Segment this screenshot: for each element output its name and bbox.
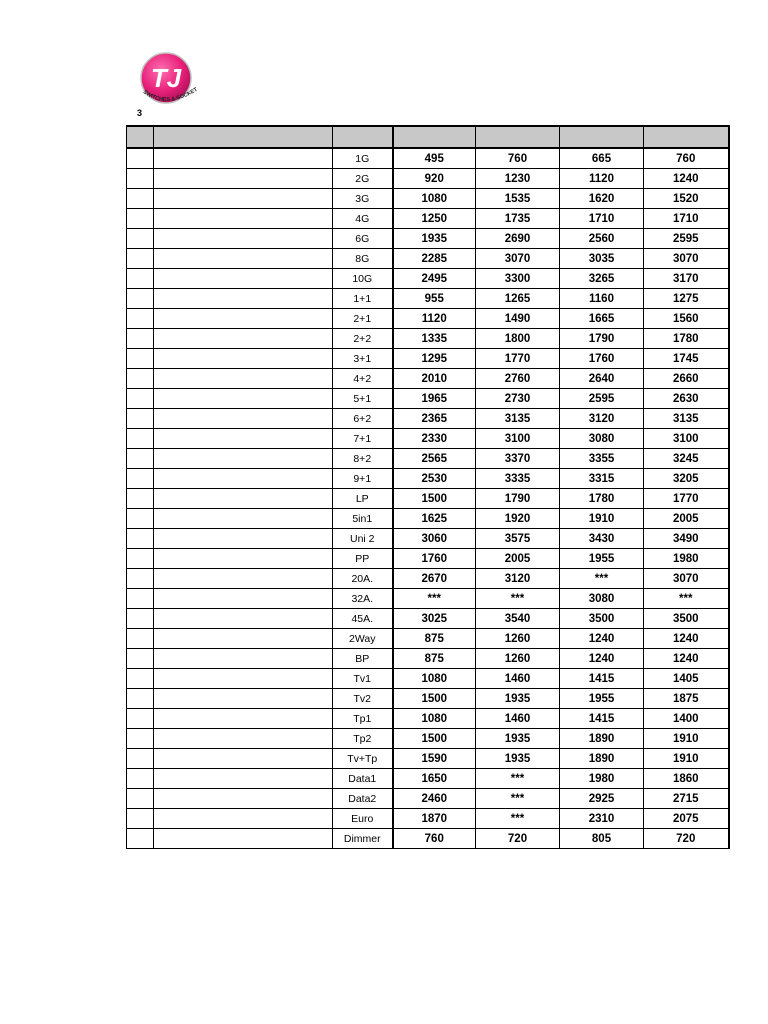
price-cell: 3245 <box>644 449 729 469</box>
row-index-cell <box>127 649 154 669</box>
row-index-cell <box>127 349 154 369</box>
price-cell: 1790 <box>560 329 644 349</box>
row-index-cell <box>127 729 154 749</box>
table-row <box>127 289 729 309</box>
size-cell: 1+1 <box>333 289 393 309</box>
table-row <box>127 489 729 509</box>
row-index-cell <box>127 509 154 529</box>
row-index-cell <box>127 669 154 689</box>
row-index-cell <box>127 249 154 269</box>
row-index-cell <box>127 529 154 549</box>
row-description-cell <box>154 729 333 749</box>
price-cell: 2565 <box>393 449 476 469</box>
price-cell: 2560 <box>560 229 644 249</box>
price-cell: 1745 <box>644 349 729 369</box>
size-cell: BP <box>333 649 393 669</box>
price-cell: 1860 <box>644 769 729 789</box>
row-index-cell <box>127 169 154 189</box>
row-description-cell <box>154 349 333 369</box>
price-cell: 3335 <box>476 469 560 489</box>
size-cell: 2+2 <box>333 329 393 349</box>
price-cell: 720 <box>476 829 560 849</box>
price-cell: 2690 <box>476 229 560 249</box>
size-cell: Tv1 <box>333 669 393 689</box>
price-cell: 3080 <box>560 429 644 449</box>
row-index-cell <box>127 289 154 309</box>
row-description-cell <box>154 389 333 409</box>
header-cell <box>127 126 154 148</box>
size-cell: 4+2 <box>333 369 393 389</box>
table-row <box>127 209 729 229</box>
table-row <box>127 529 729 549</box>
price-cell: 1935 <box>476 729 560 749</box>
price-cell: 1760 <box>560 349 644 369</box>
price-cell: 1460 <box>476 669 560 689</box>
price-cell: 1870 <box>393 809 476 829</box>
price-cell: *** <box>476 809 560 829</box>
price-cell: 1080 <box>393 709 476 729</box>
price-cell: 2530 <box>393 469 476 489</box>
size-cell: 4G <box>333 209 393 229</box>
table-row <box>127 689 729 709</box>
size-cell: 20A. <box>333 569 393 589</box>
price-cell: 3500 <box>644 609 729 629</box>
price-cell: 3265 <box>560 269 644 289</box>
table-row <box>127 249 729 269</box>
size-cell: 8G <box>333 249 393 269</box>
price-cell: 3205 <box>644 469 729 489</box>
price-cell: 2460 <box>393 789 476 809</box>
row-description-cell <box>154 329 333 349</box>
price-cell: 1890 <box>560 729 644 749</box>
price-cell: 1920 <box>476 509 560 529</box>
price-cell: 1710 <box>560 209 644 229</box>
price-cell: 1955 <box>560 689 644 709</box>
price-cell: 3025 <box>393 609 476 629</box>
size-cell: 5in1 <box>333 509 393 529</box>
row-index-cell <box>127 789 154 809</box>
table-row <box>127 189 729 209</box>
size-cell: PP <box>333 549 393 569</box>
size-cell: 1G <box>333 148 393 169</box>
row-index-cell <box>127 148 154 169</box>
price-cell: 1910 <box>560 509 644 529</box>
size-cell: Data2 <box>333 789 393 809</box>
price-cell: 1120 <box>560 169 644 189</box>
price-cell: 1935 <box>476 749 560 769</box>
row-index-cell <box>127 209 154 229</box>
row-index-cell <box>127 369 154 389</box>
size-cell: Tp1 <box>333 709 393 729</box>
size-cell: 10G <box>333 269 393 289</box>
price-cell: 760 <box>644 148 729 169</box>
price-cell: 920 <box>393 169 476 189</box>
table-row <box>127 629 729 649</box>
row-index-cell <box>127 469 154 489</box>
price-cell: 3300 <box>476 269 560 289</box>
row-description-cell <box>154 709 333 729</box>
price-cell: 3070 <box>476 249 560 269</box>
price-cell: 2595 <box>560 389 644 409</box>
size-cell: Tv2 <box>333 689 393 709</box>
table-row <box>127 389 729 409</box>
price-cell: 875 <box>393 649 476 669</box>
price-cell: 1710 <box>644 209 729 229</box>
brand-logo <box>134 52 202 108</box>
price-cell: 1980 <box>560 769 644 789</box>
price-cell: 1260 <box>476 649 560 669</box>
table-row <box>127 269 729 289</box>
price-cell: 1415 <box>560 709 644 729</box>
table-body <box>127 148 729 849</box>
price-cell: 1535 <box>476 189 560 209</box>
price-cell: 1240 <box>560 629 644 649</box>
price-cell: 3100 <box>644 429 729 449</box>
price-cell: 2595 <box>644 229 729 249</box>
price-cell: *** <box>476 789 560 809</box>
size-cell: 8+2 <box>333 449 393 469</box>
price-cell: 1780 <box>644 329 729 349</box>
row-description-cell <box>154 249 333 269</box>
price-cell: 1890 <box>560 749 644 769</box>
price-cell: 1770 <box>476 349 560 369</box>
price-cell: 1735 <box>476 209 560 229</box>
price-cell: 1665 <box>560 309 644 329</box>
row-description-cell <box>154 769 333 789</box>
price-cell: 1500 <box>393 489 476 509</box>
price-cell: 875 <box>393 629 476 649</box>
price-cell: 3575 <box>476 529 560 549</box>
header-cell <box>154 126 333 148</box>
price-cell: 1460 <box>476 709 560 729</box>
price-cell: 2330 <box>393 429 476 449</box>
price-cell: 1490 <box>476 309 560 329</box>
row-description-cell <box>154 369 333 389</box>
tj-logo-icon <box>134 52 202 108</box>
price-cell: 1230 <box>476 169 560 189</box>
price-cell: 1625 <box>393 509 476 529</box>
price-cell: 2365 <box>393 409 476 429</box>
price-cell: 1080 <box>393 669 476 689</box>
table-row <box>127 549 729 569</box>
price-cell: 2010 <box>393 369 476 389</box>
row-description-cell <box>154 589 333 609</box>
row-index-cell <box>127 189 154 209</box>
price-cell: 1560 <box>644 309 729 329</box>
table-row <box>127 449 729 469</box>
price-cell: 1250 <box>393 209 476 229</box>
price-cell: 1500 <box>393 689 476 709</box>
row-description-cell <box>154 169 333 189</box>
price-cell: 3080 <box>560 589 644 609</box>
row-index-cell <box>127 769 154 789</box>
row-description-cell <box>154 148 333 169</box>
row-description-cell <box>154 509 333 529</box>
price-cell: 1650 <box>393 769 476 789</box>
price-cell: 665 <box>560 148 644 169</box>
size-cell: 45A. <box>333 609 393 629</box>
row-description-cell <box>154 789 333 809</box>
price-cell: 3135 <box>644 409 729 429</box>
price-cell: 760 <box>476 148 560 169</box>
table-row <box>127 369 729 389</box>
table-row <box>127 709 729 729</box>
table-header <box>127 126 729 148</box>
price-cell: 3070 <box>644 249 729 269</box>
svg-text:TJ: TJ <box>150 63 182 93</box>
price-cell: 3490 <box>644 529 729 549</box>
price-cell: 3060 <box>393 529 476 549</box>
table-row <box>127 329 729 349</box>
row-description-cell <box>154 289 333 309</box>
price-cell: 1400 <box>644 709 729 729</box>
row-description-cell <box>154 449 333 469</box>
table-row <box>127 729 729 749</box>
price-cell: 2760 <box>476 369 560 389</box>
row-description-cell <box>154 429 333 449</box>
size-cell: Euro <box>333 809 393 829</box>
svg-text:SWITCHES & SOCKETS: SWITCHES & SOCKET <box>141 86 199 104</box>
price-cell: 1790 <box>476 489 560 509</box>
row-index-cell <box>127 309 154 329</box>
price-cell: *** <box>476 589 560 609</box>
price-cell: 760 <box>393 829 476 849</box>
row-index-cell <box>127 609 154 629</box>
row-index-cell <box>127 709 154 729</box>
price-cell: 805 <box>560 829 644 849</box>
size-cell: Dimmer <box>333 829 393 849</box>
price-cell: 3500 <box>560 609 644 629</box>
price-cell: 1980 <box>644 549 729 569</box>
size-cell: 3+1 <box>333 349 393 369</box>
price-cell: 1590 <box>393 749 476 769</box>
price-cell: 1160 <box>560 289 644 309</box>
header-cell <box>393 126 476 148</box>
price-cell: 955 <box>393 289 476 309</box>
table-row <box>127 609 729 629</box>
row-index-cell <box>127 409 154 429</box>
row-description-cell <box>154 689 333 709</box>
price-cell: 3540 <box>476 609 560 629</box>
price-cell: 1770 <box>644 489 729 509</box>
row-index-cell <box>127 329 154 349</box>
price-cell: 1260 <box>476 629 560 649</box>
table-row <box>127 749 729 769</box>
table-row <box>127 349 729 369</box>
row-index-cell <box>127 689 154 709</box>
size-cell: Tv+Tp <box>333 749 393 769</box>
price-cell: 1955 <box>560 549 644 569</box>
row-description-cell <box>154 569 333 589</box>
price-cell: 2925 <box>560 789 644 809</box>
row-index-cell <box>127 269 154 289</box>
price-cell: 2730 <box>476 389 560 409</box>
price-cell: 495 <box>393 148 476 169</box>
price-cell: 1620 <box>560 189 644 209</box>
price-cell: 3370 <box>476 449 560 469</box>
row-description-cell <box>154 489 333 509</box>
price-cell: 1965 <box>393 389 476 409</box>
price-cell: 1080 <box>393 189 476 209</box>
row-index-cell <box>127 589 154 609</box>
price-cell: 1780 <box>560 489 644 509</box>
row-index-cell <box>127 489 154 509</box>
row-description-cell <box>154 829 333 849</box>
row-description-cell <box>154 309 333 329</box>
price-cell: 1240 <box>644 629 729 649</box>
price-cell: 2495 <box>393 269 476 289</box>
row-description-cell <box>154 649 333 669</box>
price-cell: 720 <box>644 829 729 849</box>
price-cell: *** <box>476 769 560 789</box>
price-cell: 3355 <box>560 449 644 469</box>
price-cell: 3070 <box>644 569 729 589</box>
table-row <box>127 769 729 789</box>
price-cell: 1295 <box>393 349 476 369</box>
size-cell: 3G <box>333 189 393 209</box>
price-cell: 3430 <box>560 529 644 549</box>
row-description-cell <box>154 189 333 209</box>
price-cell: 1800 <box>476 329 560 349</box>
table-row <box>127 229 729 249</box>
price-cell: 3035 <box>560 249 644 269</box>
table-row <box>127 169 729 189</box>
price-cell: 2310 <box>560 809 644 829</box>
table-row <box>127 429 729 449</box>
price-cell: 2005 <box>644 509 729 529</box>
price-cell: 2005 <box>476 549 560 569</box>
price-cell: *** <box>644 589 729 609</box>
table-row <box>127 829 729 849</box>
price-cell: 1240 <box>560 649 644 669</box>
row-index-cell <box>127 389 154 409</box>
table-row <box>127 469 729 489</box>
price-cell: 2285 <box>393 249 476 269</box>
price-cell: 1275 <box>644 289 729 309</box>
price-cell: 2640 <box>560 369 644 389</box>
price-cell: 1910 <box>644 749 729 769</box>
row-index-cell <box>127 809 154 829</box>
header-cell <box>560 126 644 148</box>
table-row <box>127 789 729 809</box>
price-cell: 2660 <box>644 369 729 389</box>
price-cell: 1265 <box>476 289 560 309</box>
table-row <box>127 409 729 429</box>
price-cell: 3135 <box>476 409 560 429</box>
size-cell: Data1 <box>333 769 393 789</box>
price-cell: 1120 <box>393 309 476 329</box>
table-row <box>127 809 729 829</box>
size-cell: Tp2 <box>333 729 393 749</box>
row-description-cell <box>154 609 333 629</box>
size-cell: 2+1 <box>333 309 393 329</box>
row-description-cell <box>154 629 333 649</box>
price-cell: 3100 <box>476 429 560 449</box>
row-index-cell <box>127 449 154 469</box>
price-cell: 1875 <box>644 689 729 709</box>
row-description-cell <box>154 209 333 229</box>
size-cell: 9+1 <box>333 469 393 489</box>
price-cell: 1760 <box>393 549 476 569</box>
header-cell <box>476 126 560 148</box>
row-index-cell <box>127 229 154 249</box>
row-index-cell <box>127 829 154 849</box>
price-cell: 2670 <box>393 569 476 589</box>
price-cell: 1405 <box>644 669 729 689</box>
size-cell: LP <box>333 489 393 509</box>
price-cell: 1240 <box>644 169 729 189</box>
row-description-cell <box>154 549 333 569</box>
row-description-cell <box>154 469 333 489</box>
price-cell: 2075 <box>644 809 729 829</box>
row-description-cell <box>154 529 333 549</box>
row-index-cell <box>127 549 154 569</box>
size-cell: 32A. <box>333 589 393 609</box>
table-row <box>127 569 729 589</box>
price-cell: 3315 <box>560 469 644 489</box>
header-cell <box>644 126 729 148</box>
price-cell: 1240 <box>644 649 729 669</box>
row-description-cell <box>154 269 333 289</box>
table-row <box>127 649 729 669</box>
price-cell: 1335 <box>393 329 476 349</box>
size-cell: 2G <box>333 169 393 189</box>
price-cell: 1520 <box>644 189 729 209</box>
row-description-cell <box>154 809 333 829</box>
price-cell: *** <box>393 589 476 609</box>
page-number: 3 <box>137 108 143 118</box>
price-cell: *** <box>560 569 644 589</box>
row-index-cell <box>127 749 154 769</box>
table-row <box>127 148 729 169</box>
table-row <box>127 509 729 529</box>
price-cell: 3120 <box>476 569 560 589</box>
row-description-cell <box>154 749 333 769</box>
price-cell: 3170 <box>644 269 729 289</box>
size-cell: Uni 2 <box>333 529 393 549</box>
price-cell: 1935 <box>476 689 560 709</box>
header-cell <box>333 126 393 148</box>
price-cell: 2715 <box>644 789 729 809</box>
price-cell: 3120 <box>560 409 644 429</box>
row-description-cell <box>154 669 333 689</box>
price-table <box>126 125 730 849</box>
row-index-cell <box>127 629 154 649</box>
price-cell: 1910 <box>644 729 729 749</box>
row-description-cell <box>154 409 333 429</box>
size-cell: 5+1 <box>333 389 393 409</box>
price-cell: 2630 <box>644 389 729 409</box>
row-index-cell <box>127 429 154 449</box>
price-cell: 1935 <box>393 229 476 249</box>
price-cell: 1415 <box>560 669 644 689</box>
size-cell: 2Way <box>333 629 393 649</box>
table-row <box>127 589 729 609</box>
price-cell: 1500 <box>393 729 476 749</box>
size-cell: 7+1 <box>333 429 393 449</box>
size-cell: 6G <box>333 229 393 249</box>
row-description-cell <box>154 229 333 249</box>
row-index-cell <box>127 569 154 589</box>
size-cell: 6+2 <box>333 409 393 429</box>
table-row <box>127 309 729 329</box>
table-row <box>127 669 729 689</box>
